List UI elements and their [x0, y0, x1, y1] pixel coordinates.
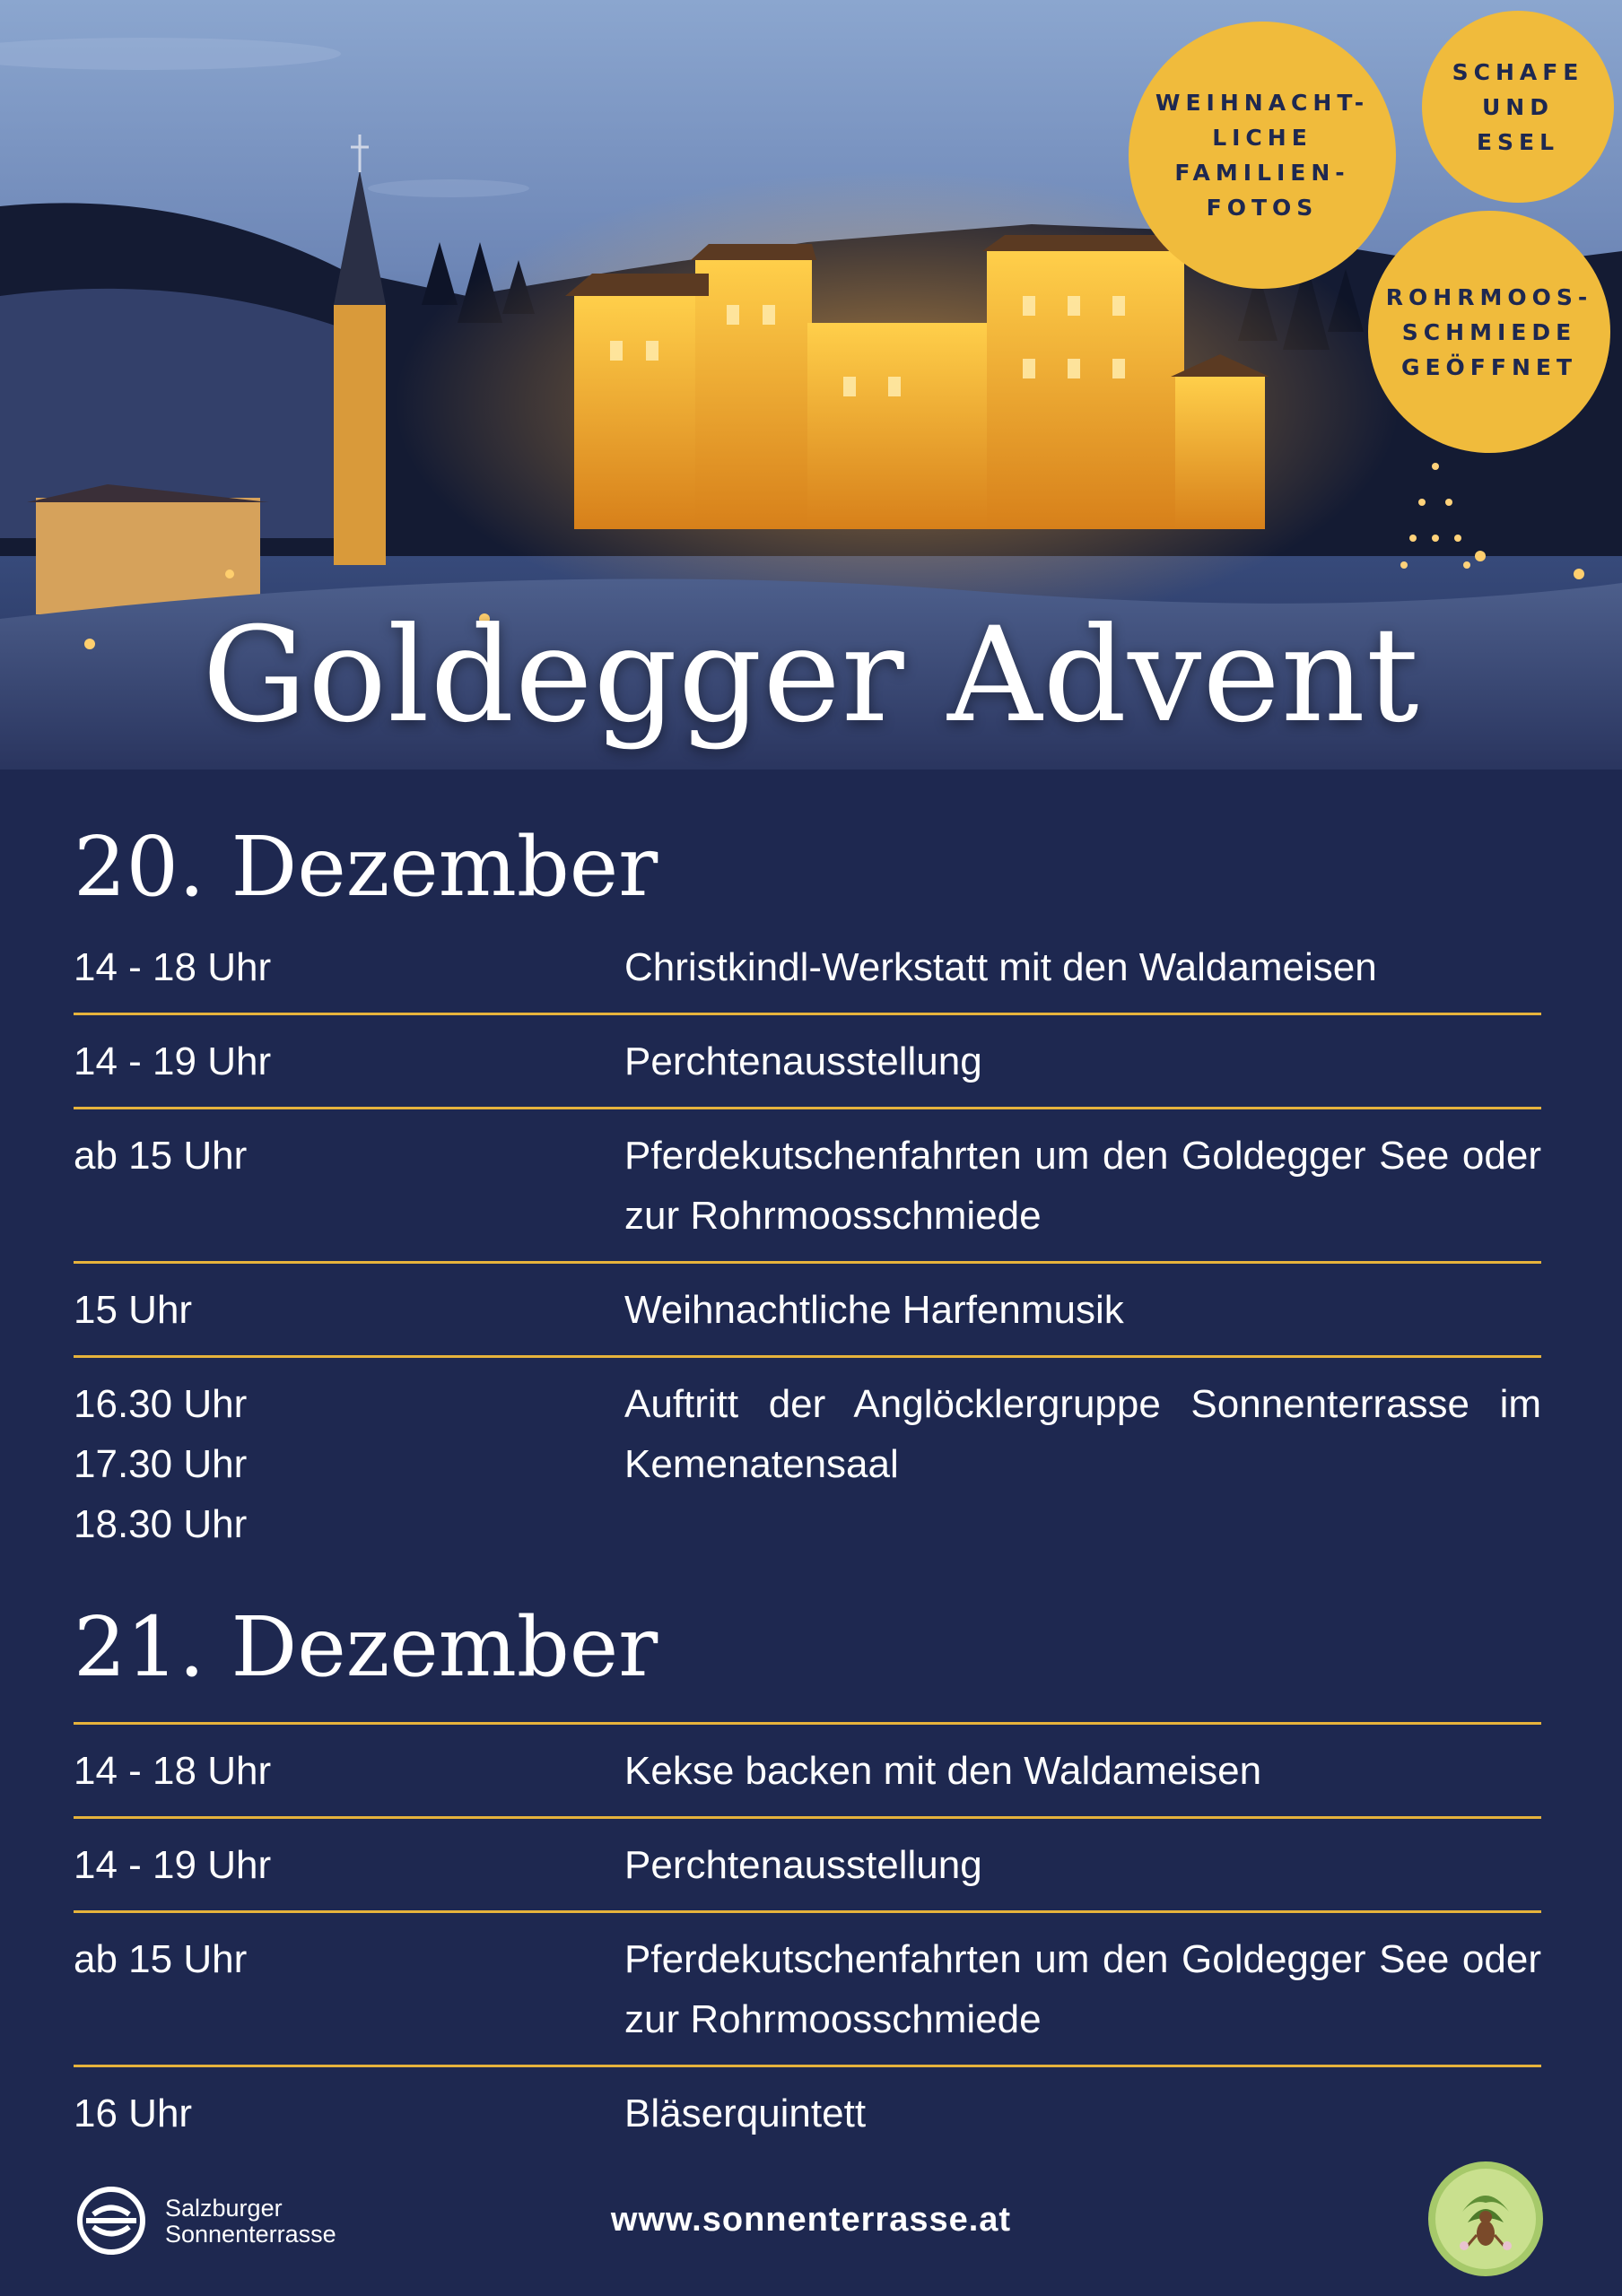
event-description: Christkindl-Werkstatt mit den Waldameisen [624, 945, 1377, 989]
day-heading-20: 20. Dezember [74, 819, 658, 915]
event-time: 14 - 18 Uhr [74, 1749, 272, 1793]
event-time: ab 15 Uhr [74, 1937, 248, 1981]
event-description: Perchtenausstellung [624, 1039, 982, 1083]
divider [74, 1722, 1541, 1725]
event-time: 16 Uhr [74, 2092, 193, 2135]
brand-line-1: Salzburger [165, 2195, 283, 2222]
day-heading-21: 21. Dezember [74, 1599, 658, 1695]
brand-line-2: Sonnenterrasse [165, 2221, 336, 2248]
divider [74, 1261, 1541, 1264]
divider [74, 1013, 1541, 1015]
divider [74, 1816, 1541, 1819]
event-time: 15 Uhr [74, 1288, 193, 1332]
website-link[interactable]: www.sonnenterrasse.at [610, 2201, 1012, 2239]
event-description: Auftritt der Anglöcklergruppe Sonnenterrasse im Kemenatensaal [624, 1382, 1541, 1486]
event-description: Kekse backen mit den Waldameisen [624, 1749, 1262, 1793]
divider [74, 1107, 1541, 1109]
divider [74, 1355, 1541, 1358]
event-times [74, 1374, 576, 1554]
badge-sheep-donkeys: SCHAFE UND ESEL [1422, 11, 1614, 203]
badge-family-photos: WEIHNACHT- LICHE FAMILIEN- FOTOS [1129, 22, 1396, 289]
event-time: ab 15 Uhr [74, 1134, 248, 1178]
waldameisen-emblem-icon [1426, 2160, 1545, 2278]
event-description: Weihnachtliche Harfenmusik [624, 1288, 1124, 1332]
hero-image [0, 0, 1622, 770]
event-time: 18.30 Uhr [74, 1502, 248, 1546]
page-title: Goldegger Advent [202, 599, 1420, 752]
event-description: Bläserquintett [624, 2092, 867, 2135]
event-time: 14 - 19 Uhr [74, 1843, 272, 1887]
event-description: Perchtenausstellung [624, 1843, 982, 1887]
event-time: 14 - 18 Uhr [74, 945, 272, 989]
event-description: Pferdekutschenfahrten um den Goldegger See oder zur Rohrmoosschmiede [624, 1134, 1541, 1238]
badge-rohrmoosschmiede: ROHRMOOS- SCHMIEDE GEÖFFNET [1368, 211, 1610, 453]
divider [74, 1910, 1541, 1913]
event-time: 17.30 Uhr [74, 1442, 248, 1486]
event-description: Pferdekutschenfahrten um den Goldegger See oder zur Rohrmoosschmiede [624, 1937, 1541, 2041]
event-time: 16.30 Uhr [74, 1382, 248, 1426]
event-time: 14 - 19 Uhr [74, 1039, 272, 1083]
divider [74, 2065, 1541, 2067]
